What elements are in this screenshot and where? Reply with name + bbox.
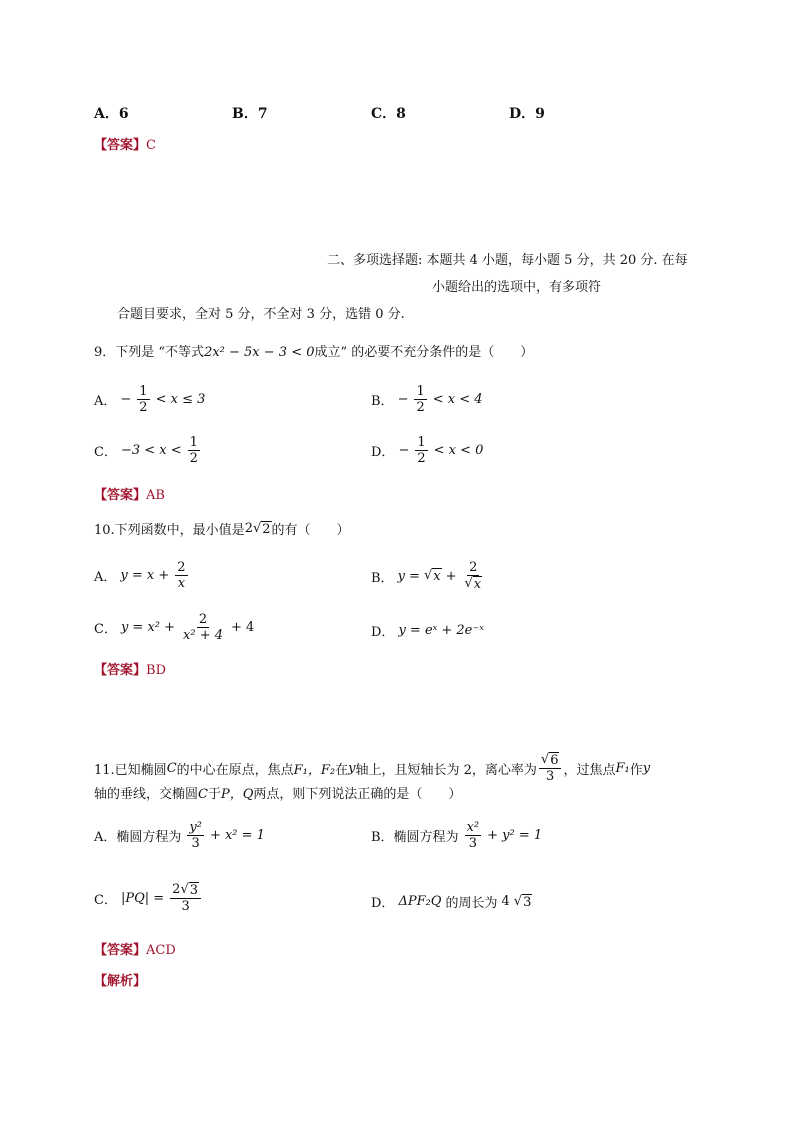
q11-s1i: F₁ bbox=[615, 760, 630, 776]
q10-d-label: D． bbox=[371, 625, 395, 640]
q8-option-a: A．6 bbox=[94, 106, 129, 122]
q9-b-minus: − bbox=[397, 392, 409, 407]
q10-stem-prefix: 10.下列函数中，最小值是 bbox=[94, 523, 245, 538]
q9-b-frac-num: 1 bbox=[416, 384, 425, 399]
q11-ecc-rad: 6 bbox=[550, 753, 559, 768]
q10-b-rad: x bbox=[433, 569, 441, 584]
q10-c-expr: y = x² + bbox=[120, 620, 176, 635]
q11-d-rad: 3 bbox=[523, 894, 532, 910]
analysis-tag-text: 【解析】 bbox=[94, 974, 147, 989]
q10-b-fraction bbox=[462, 560, 484, 592]
q10-stem-sqrt: √ 2 bbox=[252, 520, 271, 537]
q11-b-tail: + y² = 1 bbox=[487, 828, 543, 843]
q10-stem-suffix: 的有（ ） bbox=[271, 523, 350, 538]
q10-answer-value: BD bbox=[146, 663, 166, 678]
q10-b-frac-den-rad: x bbox=[473, 577, 482, 592]
q11-c-num-sqrt: √ 3 bbox=[180, 882, 199, 898]
q9-d-frac-num: 1 bbox=[417, 435, 426, 450]
q10-a-frac-num: 2 bbox=[177, 560, 186, 575]
q9-c-fraction bbox=[188, 435, 200, 466]
q11-a-frac-den: 3 bbox=[191, 836, 200, 851]
q10-b-expr: y = bbox=[397, 568, 420, 584]
q11-d-expr: ΔPF₂Q bbox=[398, 894, 442, 909]
q11-c-num-rad: 3 bbox=[189, 883, 199, 898]
answer-tag: 【答案】 bbox=[94, 943, 147, 958]
q9-b-frac-den: 2 bbox=[416, 400, 425, 415]
q11-stem-line1 bbox=[94, 752, 650, 784]
q9-a-frac-num: 1 bbox=[139, 384, 148, 399]
q11-option-c bbox=[94, 882, 203, 914]
q8-option-b: B．7 bbox=[232, 106, 268, 122]
q10-option-d bbox=[371, 621, 484, 640]
q11-s1h: ，过焦点 bbox=[563, 762, 616, 778]
q11-a-frac-num: y² bbox=[189, 820, 202, 835]
q11-a-tail: + x² = 1 bbox=[209, 828, 265, 843]
q11-ecc-num: √ 6 bbox=[539, 752, 562, 769]
q10-b-plus: + bbox=[445, 568, 457, 584]
q10-b-frac-den: √ x bbox=[464, 576, 482, 592]
q11-answer bbox=[94, 939, 176, 958]
q8-answer bbox=[94, 134, 156, 153]
answer-tag: 【答案】 bbox=[94, 663, 147, 678]
q10-a-expr: y = x + bbox=[120, 568, 170, 583]
q11-s1b: C bbox=[166, 760, 177, 776]
q9-a-minus: − bbox=[120, 392, 132, 407]
q11-d-sqrt: √ 3 bbox=[513, 893, 532, 910]
q11-s2c: C bbox=[198, 787, 208, 802]
q9-d-tail: < x < 0 bbox=[433, 443, 484, 458]
q9-option-d bbox=[371, 435, 483, 466]
q11-c-label: C． bbox=[94, 892, 117, 908]
q10-c-frac-num: 2 bbox=[198, 612, 208, 627]
q11-c-expr: |PQ| = bbox=[120, 890, 165, 906]
q11-s1g: 轴上，且短轴长为 2，离心率为 bbox=[355, 762, 537, 778]
q9-stem-suffix: 成立” 的必要不充分条件的是（ ） bbox=[314, 345, 534, 360]
q10-stem-coef: 2 bbox=[244, 521, 253, 536]
q11-d-mid: 的周长为 bbox=[445, 896, 498, 911]
q11-s1e: 在 bbox=[335, 762, 349, 778]
q9-d-label: D． bbox=[371, 445, 395, 460]
q11-s2a: 轴的垂线，交椭圆 bbox=[94, 787, 199, 802]
q10-c-frac-den: x² + 4 bbox=[183, 628, 224, 643]
q11-s1c: 的中心在原点，焦点 bbox=[176, 762, 294, 778]
q9-c-frac-den: 2 bbox=[189, 451, 198, 466]
q10-c-label: C． bbox=[94, 622, 117, 637]
q11-d-coef: 4 bbox=[501, 894, 510, 909]
answer-tag: 【答案】 bbox=[94, 138, 147, 153]
q10-a-label: A． bbox=[94, 570, 117, 585]
q10-b-sqrt: √ x bbox=[423, 568, 441, 584]
q11-c-frac-num bbox=[170, 882, 201, 899]
q11-s2b: 于 bbox=[207, 787, 221, 802]
q9-b-fraction bbox=[414, 384, 426, 415]
q11-s1d: F₁，F₂ bbox=[293, 762, 336, 778]
q11-b-frac-num: x² bbox=[466, 820, 480, 835]
q8-option-c: C．8 bbox=[371, 106, 406, 122]
q11-option-b bbox=[371, 820, 542, 851]
q11-option-a bbox=[94, 820, 265, 851]
answer-tag: 【答案】 bbox=[94, 488, 147, 503]
q9-d-minus: − bbox=[398, 443, 410, 458]
q11-s1k: y bbox=[642, 760, 651, 776]
q9-option-a bbox=[94, 384, 205, 415]
q9-option-c bbox=[94, 435, 202, 466]
q9-d-fraction bbox=[415, 435, 427, 466]
q9-b-tail: < x < 4 bbox=[432, 392, 483, 407]
q9-stem-math: 2x² − 5x − 3 < 0 bbox=[204, 345, 315, 360]
q11-d-label: D． bbox=[371, 896, 395, 911]
section-heading-line2: 小题给出的选项中，有多项符 bbox=[432, 280, 602, 295]
q11-s1j: 作 bbox=[629, 762, 643, 778]
section-heading-line3: 合题目要求，全对 5 分，不全对 3 分，选错 0 分. bbox=[117, 307, 405, 322]
q11-s2end: 两点，则下列说法正确的是（ ） bbox=[253, 787, 462, 802]
q11-s1f: y bbox=[348, 760, 356, 776]
q10-answer bbox=[94, 659, 166, 678]
q10-a-frac-den: x bbox=[177, 576, 186, 591]
q9-stem bbox=[94, 341, 533, 360]
q11-a-fraction bbox=[187, 820, 204, 851]
q9-a-fraction bbox=[137, 384, 149, 415]
q10-option-c bbox=[94, 612, 254, 643]
q9-c-head: −3 < x < bbox=[120, 443, 182, 458]
q9-option-b bbox=[371, 384, 483, 415]
q9-b-label: B． bbox=[371, 394, 394, 409]
q10-c-tail: + 4 bbox=[231, 620, 255, 635]
q11-option-d bbox=[371, 892, 532, 911]
q11-c-fraction bbox=[170, 882, 201, 914]
q11-answer-value: ACD bbox=[146, 943, 176, 958]
q11-b-fraction bbox=[465, 820, 482, 851]
q9-c-frac-num: 1 bbox=[189, 435, 198, 450]
q10-option-a bbox=[94, 560, 190, 591]
q11-stem-line2 bbox=[94, 783, 461, 802]
q11-s2p: P，Q bbox=[220, 787, 254, 802]
q11-c-num-coef: 2 bbox=[172, 882, 181, 897]
q11-b-label: B．椭圆方程为 bbox=[371, 830, 459, 845]
q9-c-label: C． bbox=[94, 445, 117, 460]
q10-d-expr: y = eˣ + 2e⁻ˣ bbox=[398, 623, 484, 638]
q11-b-frac-den: 3 bbox=[468, 836, 477, 851]
q9-answer bbox=[94, 484, 165, 503]
q9-answer-value: AB bbox=[146, 488, 165, 503]
q11-ecc-fraction bbox=[539, 752, 562, 784]
q8-answer-value: C bbox=[146, 138, 156, 153]
q11-c-frac-den: 3 bbox=[181, 899, 190, 914]
q10-c-fraction bbox=[181, 612, 225, 643]
q8-option-d: D．9 bbox=[509, 106, 545, 122]
analysis-tag bbox=[94, 970, 146, 989]
section-heading-line1: 二、多项选择题: 本题共 4 小题，每小题 5 分，共 20 分. 在每 bbox=[327, 253, 688, 268]
q9-a-tail: < x ≤ 3 bbox=[155, 392, 206, 407]
q10-a-fraction bbox=[175, 560, 187, 591]
q10-stem-rad: 2 bbox=[262, 521, 271, 537]
q10-option-b bbox=[371, 560, 486, 592]
q10-b-label: B． bbox=[371, 570, 394, 586]
q9-a-label: A． bbox=[94, 394, 117, 409]
q9-d-frac-den: 2 bbox=[417, 451, 426, 466]
q10-b-frac-num: 2 bbox=[469, 560, 478, 575]
q9-a-frac-den: 2 bbox=[139, 400, 148, 415]
q9-stem-prefix: 9．下列是 “不等式 bbox=[94, 345, 205, 360]
q11-a-label: A．椭圆方程为 bbox=[94, 830, 182, 845]
q10-stem bbox=[94, 519, 350, 538]
q11-s1a: 11.已知椭圆 bbox=[94, 762, 167, 778]
q11-ecc-den: 3 bbox=[546, 769, 555, 784]
